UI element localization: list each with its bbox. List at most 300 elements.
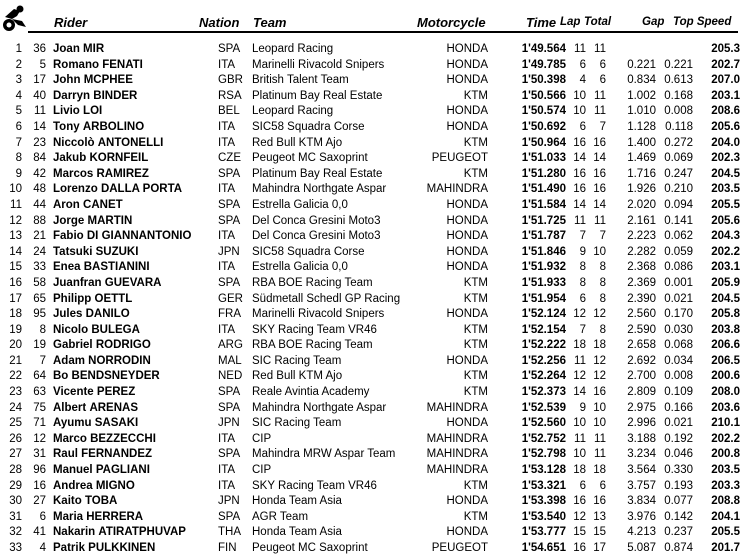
nation-cell: ARG <box>218 339 243 352</box>
table-row <box>0 104 745 120</box>
rider-last-name: ARENAS <box>89 401 138 414</box>
rider-first-name: Kaito <box>53 495 82 508</box>
gap-first-cell: 3.976 <box>627 510 656 523</box>
rider-first-name: Niccolò <box>53 136 95 149</box>
total-cell: 16 <box>593 167 606 180</box>
lap-cell: 12 <box>573 370 586 383</box>
gap-previous-cell: 0.109 <box>664 386 693 399</box>
top-speed-cell: 203.1 <box>711 261 740 274</box>
rider-first-name: Albert <box>53 401 87 414</box>
top-speed-cell: 203.1 <box>711 89 740 102</box>
time-cell: 1'51.954 <box>521 292 566 305</box>
table-row <box>0 260 745 276</box>
gap-previous-cell: 0.021 <box>664 292 693 305</box>
gap-first-cell: 2.282 <box>627 245 656 258</box>
gap-first-cell: 1.469 <box>627 152 656 165</box>
total-cell: 17 <box>593 542 606 554</box>
lap-cell: 16 <box>573 542 586 554</box>
table-row <box>0 136 745 152</box>
lap-cell: 15 <box>573 526 586 539</box>
motorcycle-cell: KTM <box>463 510 488 523</box>
team-cell: SIC58 Squadra Corse <box>252 245 365 258</box>
time-cell: 1'51.933 <box>521 276 566 289</box>
gap-first-cell: 1.010 <box>627 105 656 118</box>
gap-first-cell: 2.996 <box>627 417 656 430</box>
gap-first-cell: 2.390 <box>627 292 656 305</box>
nation-cell: ITA <box>218 432 236 445</box>
nation-cell: NED <box>218 370 243 383</box>
lap-cell: 9 <box>579 401 586 414</box>
position-cell: 7 <box>15 136 22 149</box>
rider-first-name: Bo <box>53 370 69 383</box>
time-cell: 1'50.566 <box>521 89 566 102</box>
position-cell: 5 <box>15 105 22 118</box>
rider-name-cell <box>53 182 182 198</box>
position-cell: 30 <box>9 495 22 508</box>
nation-cell: SPA <box>218 167 241 180</box>
lap-cell: 6 <box>579 58 586 71</box>
table-row <box>0 494 745 510</box>
rider-last-name: BULEGA <box>91 323 140 336</box>
gap-first-cell: 2.658 <box>627 339 656 352</box>
rider-name-cell <box>53 151 148 167</box>
rider-name-cell <box>53 525 186 541</box>
top-speed-cell: 204.5 <box>711 292 740 305</box>
header-gap: Gap <box>642 16 665 28</box>
rider-name-cell <box>53 292 132 308</box>
rider-name-cell <box>53 229 191 245</box>
rider-first-name: Ayumu <box>53 417 92 430</box>
total-cell: 16 <box>593 495 606 508</box>
time-cell: 1'52.264 <box>521 370 566 383</box>
results-table <box>0 42 745 557</box>
rider-last-name: CANET <box>83 198 123 211</box>
rider-name-cell <box>53 369 160 385</box>
top-speed-cell: 210.1 <box>711 417 740 430</box>
position-cell: 12 <box>9 214 22 227</box>
team-cell: Mahindra MRW Aspar Team <box>252 448 396 461</box>
gap-previous-cell: 0.247 <box>664 167 693 180</box>
gap-first-cell: 1.128 <box>627 120 656 133</box>
rider-last-name: DANILO <box>85 308 130 321</box>
team-cell: Mahindra Northgate Aspar <box>252 401 387 414</box>
position-cell: 1 <box>15 43 22 55</box>
rider-first-name: Jakub <box>53 152 87 165</box>
position-cell: 8 <box>15 152 22 165</box>
lap-cell: 16 <box>573 167 586 180</box>
time-cell: 1'51.725 <box>521 214 566 227</box>
rider-name-cell <box>53 307 130 323</box>
rider-last-name: BASTIANINI <box>83 261 150 274</box>
table-row <box>0 354 745 370</box>
top-speed-cell: 200.8 <box>711 448 740 461</box>
top-speed-cell: 205.5 <box>711 526 740 539</box>
gap-previous-cell: 0.210 <box>664 183 693 196</box>
lap-cell: 10 <box>573 105 586 118</box>
top-speed-cell: 202.2 <box>711 245 740 258</box>
top-speed-cell: 201.7 <box>711 542 740 554</box>
lap-cell: 6 <box>579 292 586 305</box>
team-cell: SKY Racing Team VR46 <box>252 323 377 336</box>
gap-previous-cell: 0.118 <box>665 120 693 133</box>
motorcycle-cell: KTM <box>463 479 488 492</box>
total-cell: 11 <box>594 432 606 445</box>
header-bar <box>28 7 738 33</box>
table-row <box>0 89 745 105</box>
position-cell: 28 <box>9 464 22 477</box>
nation-cell: ITA <box>218 464 236 477</box>
table-row <box>0 167 745 183</box>
rider-number-cell: 21 <box>33 230 46 243</box>
rider-first-name: Juanfran <box>53 276 102 289</box>
total-cell: 11 <box>594 89 606 102</box>
top-speed-cell: 203.8 <box>711 323 740 336</box>
rider-last-name: NORRODIN <box>88 354 151 367</box>
position-cell: 27 <box>9 448 22 461</box>
table-row <box>0 510 745 526</box>
rider-last-name: SASAKI <box>94 417 139 430</box>
table-row <box>0 214 745 230</box>
table-row <box>0 541 745 557</box>
rider-last-name: MIR <box>83 43 105 55</box>
rider-name-cell <box>53 541 155 557</box>
time-cell: 1'52.798 <box>521 448 566 461</box>
gap-previous-cell: 0.170 <box>664 308 693 321</box>
time-cell: 1'51.280 <box>521 167 566 180</box>
nation-cell: FRA <box>218 308 241 321</box>
top-speed-cell: 202.2 <box>711 432 740 445</box>
lap-cell: 7 <box>579 230 586 243</box>
lap-cell: 14 <box>573 198 586 211</box>
time-cell: 1'49.785 <box>521 58 566 71</box>
rider-first-name: Tony <box>53 120 80 133</box>
total-cell: 8 <box>599 292 606 305</box>
rider-first-name: Nakarin <box>53 526 96 539</box>
position-cell: 31 <box>9 510 22 523</box>
lap-cell: 8 <box>579 276 586 289</box>
motorcycle-cell: HONDA <box>446 74 488 87</box>
rider-first-name: Philipp <box>53 292 92 305</box>
lap-cell: 11 <box>574 432 586 445</box>
table-row <box>0 245 745 261</box>
rider-number-cell: 84 <box>33 152 46 165</box>
rider-first-name: Maria <box>53 510 84 523</box>
lap-cell: 16 <box>573 136 586 149</box>
nation-cell: ITA <box>218 120 236 133</box>
nation-cell: SPA <box>218 401 241 414</box>
total-cell: 8 <box>599 261 606 274</box>
time-cell: 1'53.777 <box>521 526 566 539</box>
total-cell: 10 <box>593 245 606 258</box>
position-cell: 23 <box>9 386 22 399</box>
gap-previous-cell: 0.193 <box>664 479 693 492</box>
rider-first-name: Marco <box>53 432 87 445</box>
total-cell: 6 <box>599 479 606 492</box>
gap-previous-cell: 0.077 <box>664 495 693 508</box>
rider-name-cell <box>53 58 143 74</box>
rider-last-name: MARTIN <box>87 214 133 227</box>
table-row <box>0 58 745 74</box>
position-cell: 25 <box>9 417 22 430</box>
rider-number-cell: 36 <box>33 43 46 55</box>
gap-previous-cell: 0.086 <box>664 261 693 274</box>
top-speed-cell: 204.5 <box>711 167 740 180</box>
rider-number-cell: 27 <box>33 495 46 508</box>
motorcycle-cell: MAHINDRA <box>426 448 488 461</box>
gap-first-cell: 2.020 <box>627 198 656 211</box>
total-cell: 11 <box>594 214 606 227</box>
motorcycle-cell: HONDA <box>446 245 488 258</box>
table-row <box>0 120 745 136</box>
rider-first-name: Patrik <box>53 542 85 554</box>
lap-cell: 9 <box>579 245 586 258</box>
rider-name-cell <box>53 385 135 401</box>
lap-cell: 11 <box>574 43 586 55</box>
lap-cell: 12 <box>573 510 586 523</box>
rider-name-cell <box>53 245 138 261</box>
rider-name-cell <box>53 494 117 510</box>
time-cell: 1'50.398 <box>521 74 566 87</box>
table-row <box>0 323 745 339</box>
rider-number-cell: 95 <box>33 308 46 321</box>
nation-cell: ITA <box>218 230 236 243</box>
motorcycle-cell: HONDA <box>446 354 488 367</box>
rider-last-name: PULKKINEN <box>88 542 156 554</box>
table-row <box>0 525 745 541</box>
total-cell: 6 <box>599 74 606 87</box>
nation-cell: CZE <box>218 152 241 165</box>
rider-number-cell: 33 <box>33 261 46 274</box>
total-cell: 6 <box>599 58 606 71</box>
team-cell: British Talent Team <box>252 74 349 87</box>
nation-cell: SPA <box>218 448 241 461</box>
position-cell: 32 <box>9 526 22 539</box>
gap-previous-cell: 0.062 <box>664 230 693 243</box>
lap-cell: 18 <box>573 464 586 477</box>
rider-last-name: MCPHEE <box>83 74 133 87</box>
nation-cell: SPA <box>218 198 241 211</box>
lap-cell: 6 <box>579 120 586 133</box>
motorcycle-cell: MAHINDRA <box>426 183 488 196</box>
rider-name-cell <box>53 214 132 230</box>
nation-cell: ITA <box>218 183 236 196</box>
total-cell: 16 <box>593 136 606 149</box>
table-row <box>0 42 745 58</box>
rider-last-name: FENATI <box>102 58 143 71</box>
rider-name-cell <box>53 447 152 463</box>
lap-cell: 11 <box>574 214 586 227</box>
team-cell: Peugeot MC Saxoprint <box>252 542 368 554</box>
gap-previous-cell: 0.221 <box>664 58 693 71</box>
position-cell: 19 <box>9 323 22 336</box>
rider-first-name: Adam <box>53 354 85 367</box>
rider-last-name: GUEVARA <box>104 276 162 289</box>
gap-first-cell: 2.369 <box>627 276 656 289</box>
header-time: Time <box>526 15 557 30</box>
rider-name-cell <box>53 323 140 339</box>
position-cell: 3 <box>15 74 22 87</box>
gap-first-cell: 4.213 <box>627 526 656 539</box>
team-cell: Reale Avintia Academy <box>252 386 370 399</box>
rider-number-cell: 17 <box>33 74 46 87</box>
rider-name-cell <box>53 104 102 120</box>
motorcycle-cell: HONDA <box>446 58 488 71</box>
rider-last-name: PAGLIANI <box>95 464 150 477</box>
gap-first-cell: 2.161 <box>627 214 656 227</box>
rider-last-name: ARBOLINO <box>82 120 145 133</box>
gap-first-cell: 3.834 <box>627 495 656 508</box>
table-row <box>0 292 745 308</box>
time-cell: 1'50.692 <box>521 120 566 133</box>
lap-cell: 7 <box>579 323 586 336</box>
rider-last-name: TOBA <box>84 495 118 508</box>
total-cell: 8 <box>599 323 606 336</box>
rider-name-cell <box>53 260 150 276</box>
table-row <box>0 276 745 292</box>
header-team: Team <box>253 15 287 30</box>
rider-number-cell: 44 <box>33 198 46 211</box>
gap-first-cell: 1.716 <box>627 167 656 180</box>
top-speed-cell: 208.6 <box>711 105 740 118</box>
rider-number-cell: 19 <box>33 339 46 352</box>
gap-first-cell: 2.692 <box>627 354 656 367</box>
gap-previous-cell: 0.874 <box>664 542 693 554</box>
rider-number-cell: 4 <box>39 542 46 554</box>
gap-previous-cell: 0.141 <box>664 214 693 227</box>
lap-cell: 18 <box>573 339 586 352</box>
gap-previous-cell: 0.166 <box>664 401 693 414</box>
motorcycle-cell: KTM <box>463 167 488 180</box>
rider-number-cell: 96 <box>33 464 46 477</box>
motorcycle-cell: KTM <box>463 276 488 289</box>
top-speed-cell: 204.1 <box>711 510 740 523</box>
top-speed-cell: 203.5 <box>711 183 740 196</box>
nation-cell: THA <box>218 526 241 539</box>
table-row <box>0 369 745 385</box>
top-speed-cell: 208.8 <box>711 495 740 508</box>
gap-previous-cell: 0.021 <box>664 417 693 430</box>
lap-cell: 10 <box>573 89 586 102</box>
gap-previous-cell: 0.142 <box>664 510 693 523</box>
top-speed-cell: 205.6 <box>711 214 740 227</box>
team-cell: RBA BOE Racing Team <box>252 339 373 352</box>
rider-number-cell: 63 <box>33 386 46 399</box>
gap-first-cell: 2.975 <box>627 401 656 414</box>
rider-name-cell <box>53 89 137 105</box>
table-row <box>0 432 745 448</box>
rider-number-cell: 71 <box>33 417 46 430</box>
header-top-speed: Top Speed <box>673 16 732 28</box>
nation-cell: SPA <box>218 386 241 399</box>
lap-cell: 4 <box>579 74 586 87</box>
rider-number-cell: 40 <box>33 89 46 102</box>
gap-previous-cell: 0.008 <box>664 370 693 383</box>
rider-last-name: BINDER <box>93 89 138 102</box>
nation-cell: SPA <box>218 510 241 523</box>
lap-cell: 8 <box>579 261 586 274</box>
team-cell: AGR Team <box>252 510 309 523</box>
nation-cell: ITA <box>218 323 236 336</box>
time-cell: 1'54.651 <box>521 542 566 554</box>
gap-previous-cell: 0.030 <box>664 323 693 336</box>
nation-cell: ITA <box>218 136 236 149</box>
time-cell: 1'51.932 <box>521 261 566 274</box>
gap-first-cell: 2.700 <box>627 370 656 383</box>
table-row <box>0 385 745 401</box>
header-rider: Rider <box>54 15 88 30</box>
rider-last-name: HERRERA <box>86 510 144 523</box>
team-cell: SIC Racing Team <box>252 354 342 367</box>
rider-first-name: Tatsuki <box>53 245 93 258</box>
rider-last-name: RAMIREZ <box>96 167 149 180</box>
nation-cell: JPN <box>218 245 240 258</box>
motorcycle-cell: HONDA <box>446 495 488 508</box>
rider-number-cell: 42 <box>33 167 46 180</box>
rider-last-name: FERNANDEZ <box>81 448 153 461</box>
gap-previous-cell: 0.069 <box>664 152 693 165</box>
total-cell: 11 <box>594 43 606 55</box>
rider-number-cell: 5 <box>39 58 46 71</box>
team-cell: CIP <box>252 464 272 477</box>
team-cell: Marinelli Rivacold Snipers <box>252 58 385 71</box>
rider-number-cell: 41 <box>33 526 46 539</box>
nation-cell: RSA <box>218 89 242 102</box>
rider-name-cell <box>53 73 133 89</box>
time-cell: 1'51.033 <box>521 152 566 165</box>
position-cell: 33 <box>9 542 22 554</box>
position-cell: 11 <box>10 198 22 211</box>
rider-first-name: Vicente <box>53 386 94 399</box>
total-cell: 18 <box>593 464 606 477</box>
total-cell: 11 <box>594 448 606 461</box>
gap-previous-cell: 0.192 <box>664 432 693 445</box>
rider-name-cell <box>53 198 123 214</box>
position-cell: 9 <box>15 167 22 180</box>
rider-last-name: MIGNO <box>95 479 135 492</box>
rider-name-cell <box>53 42 104 58</box>
gap-previous-cell: 0.001 <box>664 276 693 289</box>
rider-first-name: Aron <box>53 198 80 211</box>
position-cell: 26 <box>9 432 22 445</box>
rider-number-cell: 48 <box>33 183 46 196</box>
rider-name-cell <box>53 136 163 152</box>
nation-cell: SPA <box>218 43 241 55</box>
rider-number-cell: 24 <box>33 245 46 258</box>
top-speed-cell: 205.9 <box>711 276 740 289</box>
time-cell: 1'52.560 <box>521 417 566 430</box>
time-cell: 1'50.574 <box>521 105 566 118</box>
rider-number-cell: 14 <box>33 120 46 133</box>
total-cell: 15 <box>593 526 606 539</box>
nation-cell: FIN <box>218 542 237 554</box>
position-cell: 16 <box>9 276 22 289</box>
lap-cell: 14 <box>573 386 586 399</box>
position-cell: 14 <box>9 245 22 258</box>
motorcycle-cell: KTM <box>463 370 488 383</box>
rider-first-name: Jules <box>53 308 83 321</box>
rider-name-cell <box>53 401 138 417</box>
motorcycle-cell: KTM <box>463 386 488 399</box>
rider-name-cell <box>53 338 151 354</box>
team-cell: Honda Team Asia <box>252 526 342 539</box>
rider-number-cell: 75 <box>33 401 46 414</box>
nation-cell: ITA <box>218 261 236 274</box>
motorcycle-cell: HONDA <box>446 198 488 211</box>
time-cell: 1'53.128 <box>521 464 566 477</box>
rider-first-name: Lorenzo <box>53 183 98 196</box>
rider-last-name: BEZZECCHI <box>90 432 156 445</box>
nation-cell: ITA <box>218 479 236 492</box>
